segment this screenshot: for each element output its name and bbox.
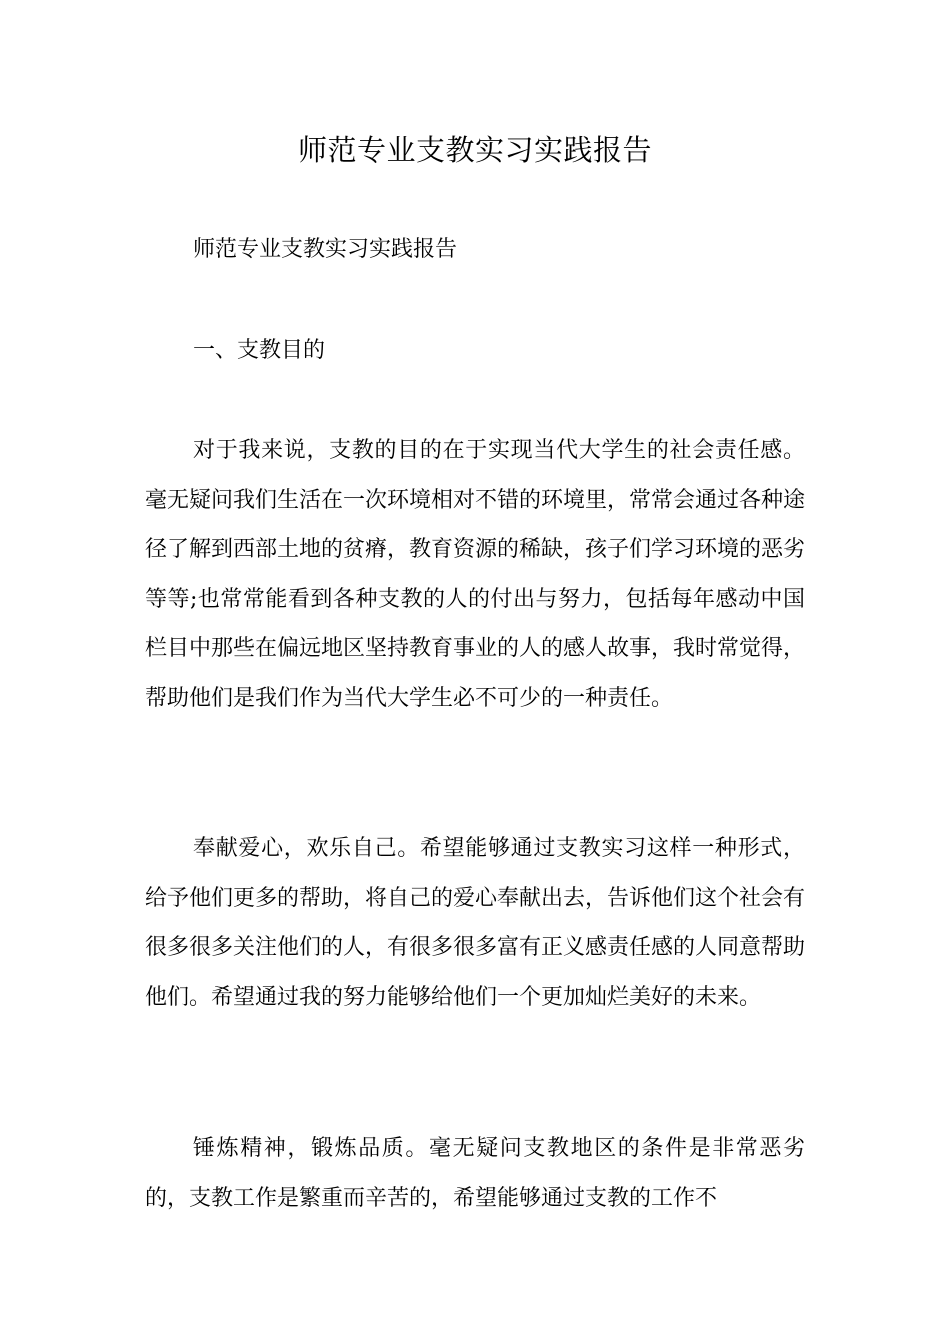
paragraph: 对于我来说，支教的目的在于实现当代大学生的社会责任感。毫无疑问我们生活在一次环境相对不错的环境里，常常会通过各种途径了解到西部土地的贫瘠，教育资源的稀缺，孩子们学习环境的恶劣等等;也常常能看到各种支教的人的付出与努力，包括每年感动中国栏目中那些在偏远地区坚持教育事业的人的感人故事，我时常觉得，帮助他们是我们作为当代大学生必不可少的一种责任。: [145, 438, 806, 711]
document-title: 师范专业支教实习实践报告: [297, 133, 652, 167]
section-heading: 一、支教目的: [193, 338, 326, 363]
document-subtitle: 师范专业支教实习实践报告: [193, 237, 458, 262]
paragraph: 奉献爱心，欢乐自己。希望能够通过支教实习这样一种形式，给予他们更多的帮助，将自己的爱心奉献出去，告诉他们这个社会有很多很多关注他们的人，有很多很多富有正义感责任感的人同意帮助他们。希望通过我的努力能够给他们一个更加灿烂美好的未来。: [145, 836, 806, 1010]
paragraph: 锤炼精神，锻炼品质。毫无疑问支教地区的条件是非常恶劣的，支教工作是繁重而辛苦的，希望能够通过支教的工作不: [145, 1136, 805, 1211]
